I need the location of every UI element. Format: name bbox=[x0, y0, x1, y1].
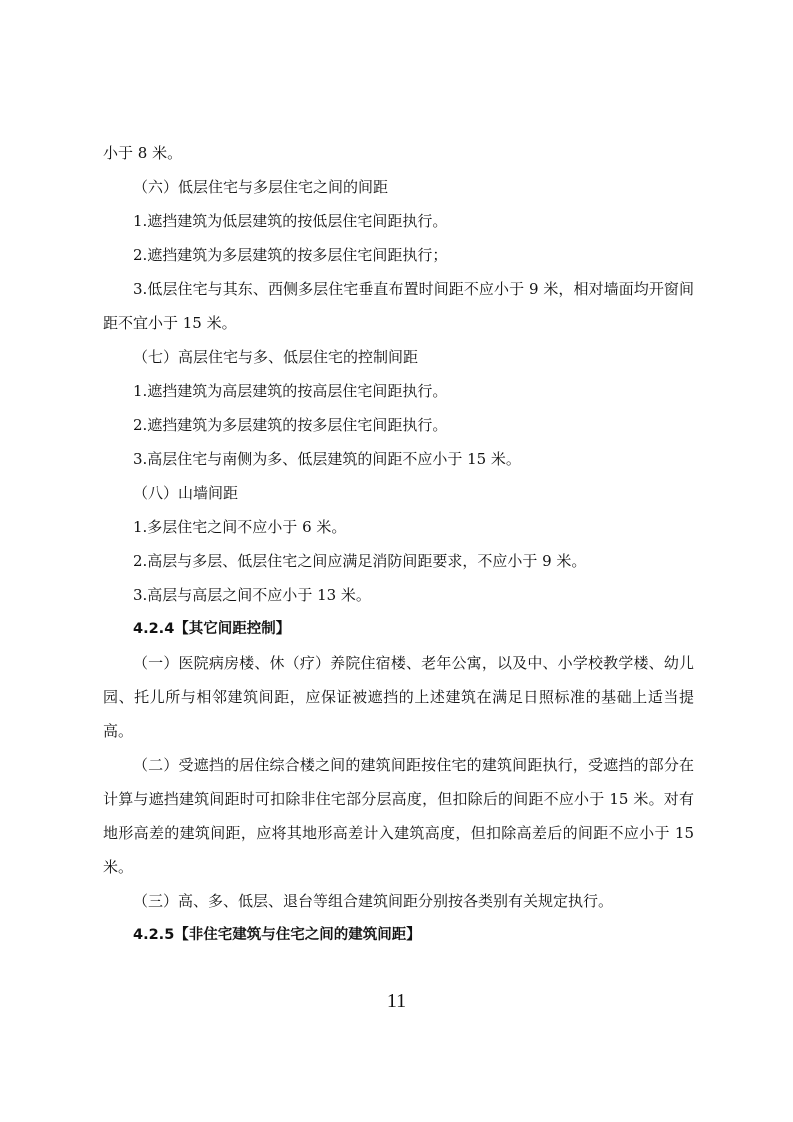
clause-heading-4-2-4: 4.2.4【其它间距控制】 bbox=[133, 621, 291, 637]
section-heading-6: （六）低层住宅与多层住宅之间的间距 bbox=[133, 178, 389, 196]
paragraph: （三）高、多、低层、退台等组合建筑间距分别按各类别有关规定执行。 bbox=[133, 892, 614, 910]
section-heading-7: （七）高层住宅与多、低层住宅的控制间距 bbox=[133, 348, 419, 366]
paragraph: 2.高层与多层、低层住宅之间应满足消防间距要求，不应小于 9 米。 bbox=[133, 552, 587, 570]
paragraph: 3.高层与高层之间不应小于 13 米。 bbox=[133, 586, 371, 604]
section-heading-8: （八）山墙间距 bbox=[133, 484, 239, 502]
paragraph: 2.遮挡建筑为多层建筑的按多层住宅间距执行； bbox=[133, 246, 448, 264]
paragraph: 3.高层住宅与南侧为多、低层建筑的间距不应小于 15 米。 bbox=[133, 450, 521, 468]
paragraph: （一）医院病房楼、休（疗）养院住宿楼、老年公寓，以及中、小学校教学楼、幼儿园、托儿所与相邻建筑间距，应保证被遮挡的上述建筑在满足日照标准的基础上适当提高。 bbox=[103, 654, 694, 740]
page-number: 11 bbox=[386, 990, 407, 1012]
paragraph: 1.多层住宅之间不应小于 6 米。 bbox=[133, 518, 347, 536]
page-body bbox=[103, 143, 694, 959]
paragraph: 1.遮挡建筑为高层建筑的按高层住宅间距执行。 bbox=[133, 382, 448, 400]
paragraph: 3.低层住宅与其东、西侧多层住宅垂直布置时间距不应小于 9 米，相对墙面均开窗间距不宜小于 15 米。 bbox=[103, 280, 694, 332]
paragraph: 小于 8 米。 bbox=[103, 144, 183, 162]
clause-heading-4-2-5: 4.2.5【非住宅建筑与住宅之间的建筑间距】 bbox=[133, 927, 421, 943]
paragraph: （二）受遮挡的居住综合楼之间的建筑间距按住宅的建筑间距执行，受遮挡的部分在计算与遮挡建筑间距时可扣除非住宅部分层高度，但扣除后的间距不应小于 15 米。对有地形高差的建筑间距，应将其地形高差计入建筑高度，但扣除高差后的间距不应小于 15 米。 bbox=[103, 756, 694, 876]
paragraph: 2.遮挡建筑为多层建筑的按多层住宅间距执行。 bbox=[133, 416, 448, 434]
paragraph: 1.遮挡建筑为低层建筑的按低层住宅间距执行。 bbox=[133, 212, 448, 230]
